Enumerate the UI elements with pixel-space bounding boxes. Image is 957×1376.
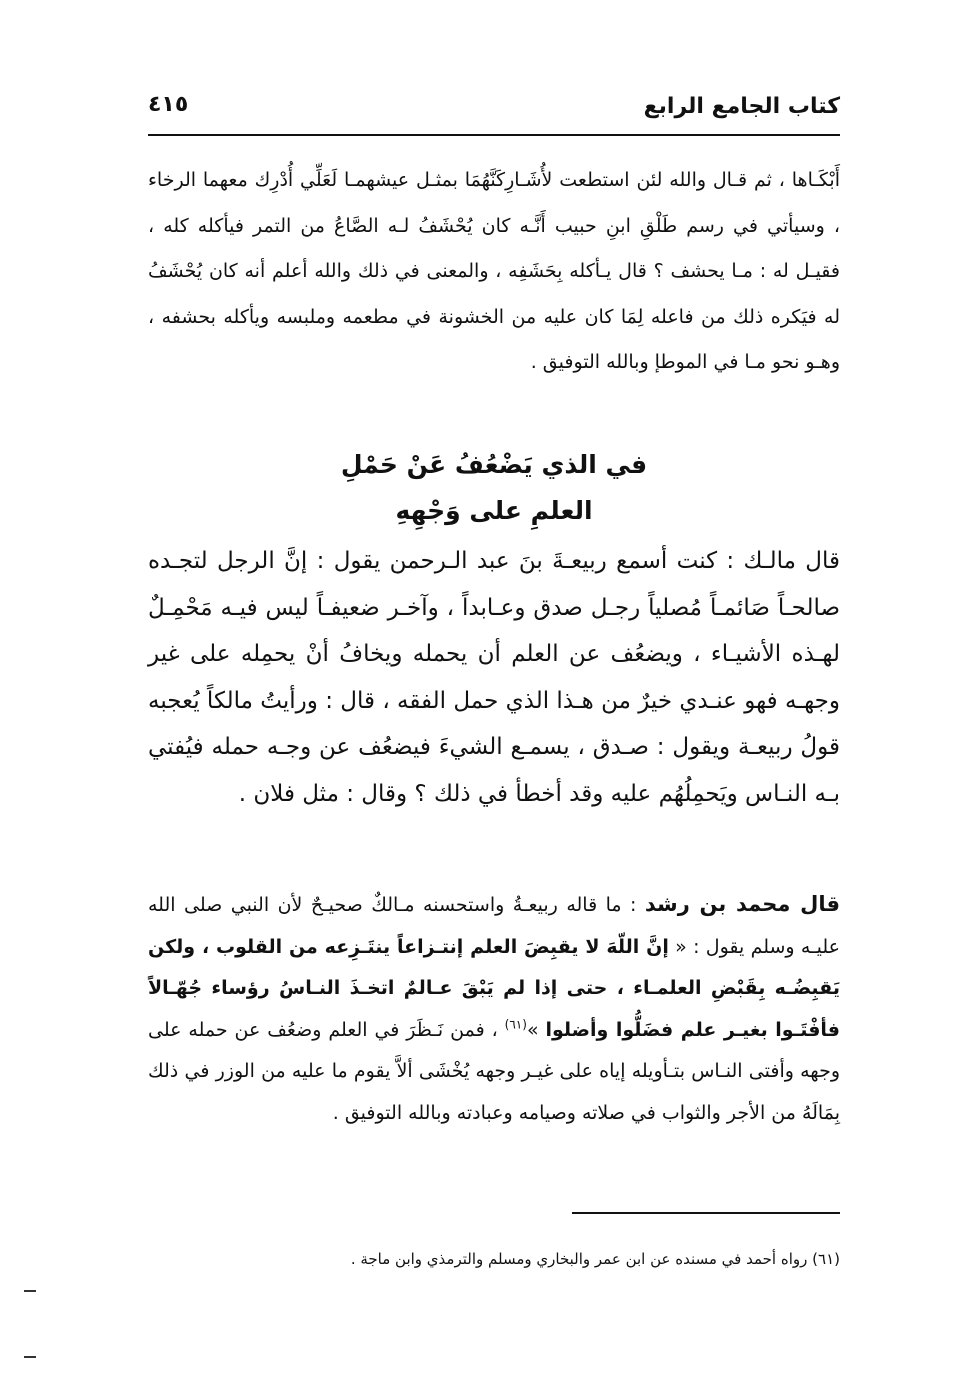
scan-mark <box>24 1356 36 1358</box>
footnote-rule <box>572 1212 840 1214</box>
page-number: ٤١٥ <box>148 92 189 117</box>
paragraph-3 <box>148 884 840 1134</box>
scan-mark <box>24 1290 36 1292</box>
paragraph-3-intro: : ما قاله ربيعـةُ واستحسنه مـالكٌ صحيـحٌ لأن النبي صلى الله عليـه وسلم يقول : « <box>148 894 840 958</box>
footnote-reference: (٦١) <box>504 1017 527 1032</box>
section-heading-line-1: في الذي يَضْعُفُ عَنْ حَمْلِ <box>340 450 648 479</box>
paragraph-1: أَبْكَـاها ، ثم قـال والله لئن استطعت لأُشَـارِكَنَّهُمَا بمثـل عيشهمـا لَعَلِّي أُدْرِك معهما الرخاء ، وسيأتي في رسم طَلْقِ ابنِ حبيب أَنَّـه كان يُحْشَفُ لـه الصَّاعُ من التمر فيأكله كله ، فقيـل له : مـا يحشف ؟ قال يـأكله بِحَشَفِه ، والمعنى في ذلك والله أعلم أنه كان يُحْشَفُ له فيَكره ذلك من فاعله لِمَا كان عليه من الخشونة في مطعمه وملبسه ويأكله بحشفه ، وهـو نحو مـا في الموطإ وبالله التوفيق . <box>148 169 840 373</box>
hadith-close-quote: » <box>526 1018 546 1041</box>
commentator-name: قال محمد بن رشد <box>644 892 840 916</box>
header-rule <box>148 134 840 136</box>
paragraph-2: قال مالـك : كنت أسمع ربيعـةَ بنَ عبد الـرحمن يقول : إنَّ الرجل لتجـده صالحـاً صَائمـاً مُصلياً رجـل صدق وعـابداً ، وآخـر ضعيفـاً ليس فيـه مَحْمِـلٌ لهـذه الأشيـاء ، ويضعُف عن العلم أن يحمله ويخافُ أنْ يحمِله على غير وجهـه فهو عنـدي خيرٌ من هـذا الذي حمل الفقه ، قال : ورأيتُ مالكاً يُعجبه قولُ ربيعـة ويقول : صـدق ، يسمـع الشيءَ فيضعُف عن وجـه حمله فيُفتي بـه النـاس ويَحمِلُهُم عليه وقد أخطأ في ذلك ؟ وقال : مثل فلان . <box>148 548 840 807</box>
running-header <box>148 88 840 132</box>
paragraph-3-rest: ، فمن نَـظَرَ في العلم وضعُف عن حمله على وجهه وأفتى النـاس بتـأويله إياه على غيـر وجهه يُخْشَى ألاَّ يقوم ما عليه من الوزر في ذلك بِمَالَهُ من الأجر والثواب في صلاته وصيامه وعبادته وبالله التوفيق . <box>148 1018 840 1124</box>
footnote: (٦١) رواه أحمد في مسنده عن ابن عمر والبخاري ومسلم والترمذي وابن ماجة . <box>350 1250 840 1268</box>
section-heading-line-2: العلمِ على وَجْهِهِ <box>395 496 593 525</box>
hadith-quote: إنَّ اللّهَ لا يقبِضَ العلم إنتـزاعاً ينتَـزِعه من القلوب ، ولكن يَقبِضُـه بِقَبْضِ العلمـاء ، حتى إذا لم يَبْقَ عـالمٌ اتخـذَ النـاسُ رؤساء جُهّـالاً فأفْتَـوا بغيـر علم فضَلُّوا وأضلوا <box>148 935 840 1041</box>
header-title: كتاب الجامع الرابع <box>643 94 840 119</box>
